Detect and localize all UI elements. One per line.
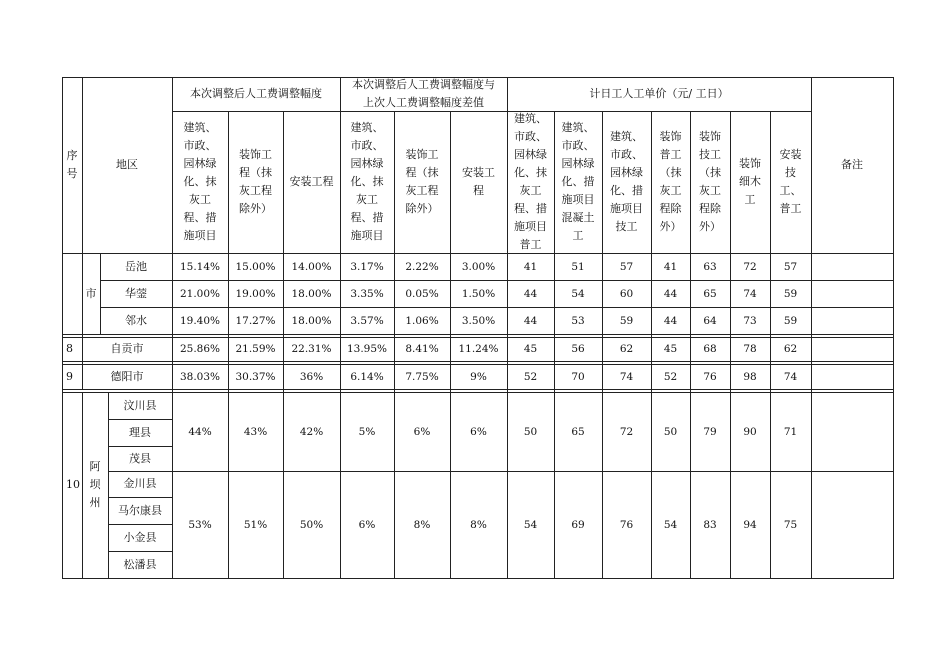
column-border — [554, 253, 555, 579]
header-p-deco-wood: 装饰 细木 工 — [739, 157, 761, 206]
value-cell: 54 — [571, 287, 585, 300]
value-cell: 6% — [470, 425, 487, 438]
value-cell: 65 — [703, 287, 717, 300]
value-cell: 44% — [188, 425, 212, 438]
column-border — [340, 253, 341, 579]
value-cell: 1.06% — [405, 314, 439, 327]
header-p-deco-general: 装饰 普工 （抹 灰工 程除 外） — [659, 130, 682, 233]
row-border — [108, 419, 173, 420]
value-cell: 19.40% — [179, 314, 221, 327]
region-name: 自贡市 — [110, 342, 144, 355]
value-cell: 54 — [663, 518, 678, 531]
column-border — [602, 111, 603, 254]
value-cell: 3.17% — [350, 260, 384, 273]
column-border — [394, 111, 395, 254]
value-cell: 62 — [619, 343, 634, 355]
value-cell: 18.00% — [291, 314, 332, 327]
column-border — [651, 253, 652, 579]
value-cell: 25.86% — [179, 343, 221, 355]
value-cell: 42% — [299, 425, 324, 438]
column-border — [283, 253, 284, 579]
value-cell: 74 — [743, 287, 757, 300]
value-cell: 11.24% — [458, 343, 499, 355]
value-cell: 72 — [619, 425, 634, 438]
row-border — [108, 524, 173, 525]
column-border — [507, 253, 508, 579]
column-border — [450, 253, 451, 579]
row-border — [62, 364, 894, 365]
row-border — [100, 307, 894, 308]
header-region: 地区 — [116, 158, 138, 171]
row-border — [108, 551, 173, 552]
value-cell: 62 — [783, 343, 798, 355]
value-cell: 6.14% — [350, 370, 384, 383]
column-border — [554, 111, 555, 254]
value-cell: 18.00% — [291, 287, 332, 300]
value-cell: 53% — [188, 518, 212, 531]
value-cell: 44 — [523, 287, 538, 300]
column-border — [394, 253, 395, 579]
value-cell: 50% — [299, 518, 324, 531]
value-cell: 8% — [413, 518, 431, 531]
value-cell: 45 — [523, 343, 538, 355]
header-cur-decoration: 装饰工 程（抹 灰工程 除外） — [239, 148, 272, 215]
value-cell: 44 — [663, 287, 678, 300]
value-cell: 6% — [358, 518, 376, 531]
value-cell: 9% — [470, 370, 487, 383]
column-border — [770, 111, 771, 254]
column-border — [82, 77, 83, 254]
column-border — [82, 253, 83, 335]
column-border — [340, 77, 341, 254]
value-cell: 73 — [743, 314, 757, 327]
seq-number: 8 — [66, 342, 73, 355]
value-cell: 21.00% — [179, 287, 221, 300]
column-border — [730, 253, 731, 579]
value-cell: 41 — [523, 260, 538, 273]
value-cell: 3.57% — [350, 314, 384, 327]
county-name: 理县 — [129, 425, 151, 439]
region-name: 德阳市 — [110, 369, 144, 383]
header-remarks: 备注 — [841, 158, 863, 171]
value-cell: 68 — [703, 343, 717, 355]
value-cell: 45 — [663, 343, 678, 355]
value-cell: 22.31% — [291, 343, 332, 355]
value-cell: 53 — [571, 314, 585, 327]
header-p-concrete: 建筑、 市政、 园林绿 化、措 施项目 混凝土 工 — [561, 121, 595, 242]
value-cell: 0.05% — [405, 287, 439, 300]
column-border — [228, 111, 229, 254]
value-cell: 7.75% — [405, 370, 439, 383]
seq-number: 10 — [66, 478, 80, 491]
column-border — [690, 253, 691, 579]
value-cell: 71 — [783, 425, 798, 438]
value-cell: 3.50% — [461, 314, 496, 327]
value-cell: 51% — [243, 518, 268, 531]
column-border — [283, 111, 284, 254]
region-name: 邻水 — [125, 313, 147, 327]
value-cell: 69 — [571, 518, 585, 531]
table-bottom-border — [62, 578, 894, 579]
value-cell: 5% — [358, 425, 376, 438]
table-left-border — [62, 77, 63, 579]
column-border — [507, 77, 508, 254]
value-cell: 50 — [663, 425, 678, 438]
value-cell: 44 — [663, 314, 678, 327]
header-p-general: 建筑、 市政、 园林绿 化、抹 灰工 程、措 施项目 普工 — [514, 112, 547, 251]
value-cell: 63 — [703, 260, 717, 273]
column-border — [811, 253, 812, 579]
value-cell: 15.14% — [179, 260, 221, 273]
column-border — [228, 253, 229, 579]
table-right-border — [893, 77, 894, 579]
region-name: 华蓥 — [125, 286, 147, 300]
header-cur-building: 建筑、 市政、 园林绿 化、抹 灰工 程、措 施项目 — [183, 121, 217, 242]
value-cell: 36% — [299, 370, 324, 383]
value-cell: 13.95% — [346, 343, 388, 355]
value-cell: 54 — [523, 518, 538, 531]
column-border — [172, 77, 173, 254]
value-cell: 59 — [619, 314, 634, 327]
value-cell: 94 — [743, 518, 757, 531]
row-border — [62, 389, 894, 390]
value-cell: 56 — [571, 343, 585, 355]
value-cell: 19.00% — [235, 287, 276, 300]
column-border — [730, 111, 731, 254]
value-cell: 57 — [783, 260, 798, 273]
county-name: 松潘县 — [123, 557, 157, 571]
county-name: 金川县 — [123, 477, 157, 490]
column-border — [602, 253, 603, 579]
value-cell: 74 — [783, 370, 798, 383]
header-cur-install: 安装工程 — [289, 175, 334, 188]
column-border — [82, 334, 83, 390]
value-cell: 59 — [783, 314, 798, 327]
value-cell: 44 — [523, 314, 538, 327]
row-border — [108, 471, 894, 472]
value-cell: 38.03% — [179, 370, 221, 383]
value-cell: 21.59% — [235, 343, 276, 355]
row-border — [108, 446, 173, 447]
value-cell: 52 — [663, 370, 678, 383]
table-top-border — [62, 77, 894, 78]
header-p-install: 安装 技 工、 普工 — [779, 148, 802, 215]
row-border — [62, 361, 894, 362]
value-cell: 50 — [523, 425, 538, 438]
county-name: 汶川县 — [123, 398, 157, 412]
value-cell: 79 — [703, 425, 717, 438]
value-cell: 65 — [571, 425, 585, 438]
seq-number: 9 — [66, 369, 73, 383]
value-cell: 8% — [470, 518, 487, 531]
value-cell: 51 — [571, 260, 585, 273]
value-cell: 72 — [743, 260, 757, 273]
row-border — [108, 497, 173, 498]
value-cell: 17.27% — [235, 314, 276, 327]
header-group-diff: 本次调整后人工费调整幅度与 上次人工费调整幅度差值 — [352, 78, 495, 109]
column-border — [82, 392, 83, 579]
header-seq: 序 号 — [66, 149, 78, 180]
value-cell: 6% — [413, 425, 431, 438]
value-cell: 90 — [743, 425, 757, 438]
row-border — [62, 392, 894, 393]
value-cell: 2.22% — [405, 260, 439, 273]
header-diff-decoration: 装饰工 程（抹 灰工程 除外） — [405, 148, 439, 215]
value-cell: 41 — [663, 260, 678, 273]
county-name: 小金县 — [123, 530, 157, 544]
value-cell: 15.00% — [235, 260, 276, 273]
county-name: 茂县 — [129, 451, 151, 465]
value-cell: 60 — [619, 287, 634, 300]
header-group-unit-price: 计日工人工单价（元/ 工日） — [589, 87, 729, 100]
value-cell: 98 — [743, 370, 757, 383]
column-border — [100, 253, 101, 335]
column-border — [172, 253, 173, 579]
value-cell: 83 — [703, 518, 717, 531]
header-p-skilled: 建筑、 市政、 园林绿 化、措 施项目 技工 — [610, 130, 643, 233]
value-cell: 3.00% — [461, 260, 496, 273]
value-cell: 8.41% — [405, 343, 439, 355]
header-divider — [172, 111, 812, 112]
value-cell: 59 — [783, 287, 798, 300]
value-cell: 14.00% — [291, 260, 332, 273]
column-border — [770, 253, 771, 579]
header-diff-building: 建筑、 市政、 园林绿 化、抹 灰工 程、措 施项目 — [350, 121, 384, 242]
row-border — [62, 334, 894, 335]
region-group-label: 市 — [85, 286, 97, 300]
value-cell: 3.35% — [350, 287, 384, 300]
value-cell: 30.37% — [235, 370, 276, 383]
value-cell: 75 — [783, 518, 798, 531]
value-cell: 74 — [619, 370, 634, 383]
value-cell: 78 — [743, 343, 757, 355]
row-border — [100, 280, 894, 281]
column-border — [450, 111, 451, 254]
value-cell: 64 — [703, 314, 717, 327]
value-cell: 57 — [619, 260, 634, 273]
value-cell: 70 — [571, 370, 585, 383]
value-cell: 43% — [243, 425, 268, 438]
column-border — [651, 111, 652, 254]
header-group-current: 本次调整后人工费调整幅度 — [190, 87, 322, 100]
column-border — [690, 111, 691, 254]
row-border — [62, 337, 894, 338]
value-cell: 76 — [619, 518, 634, 531]
header-diff-install: 安装工 程 — [462, 166, 495, 197]
value-cell: 52 — [523, 370, 538, 383]
header-p-deco-skilled: 装饰 技工 （抹 灰工 程除 外） — [699, 130, 721, 233]
value-cell: 76 — [703, 370, 717, 383]
region-group-label: 阿 坝 州 — [89, 460, 101, 509]
county-name: 马尔康县 — [118, 503, 162, 517]
region-name: 岳池 — [125, 259, 147, 273]
value-cell: 1.50% — [461, 287, 496, 300]
